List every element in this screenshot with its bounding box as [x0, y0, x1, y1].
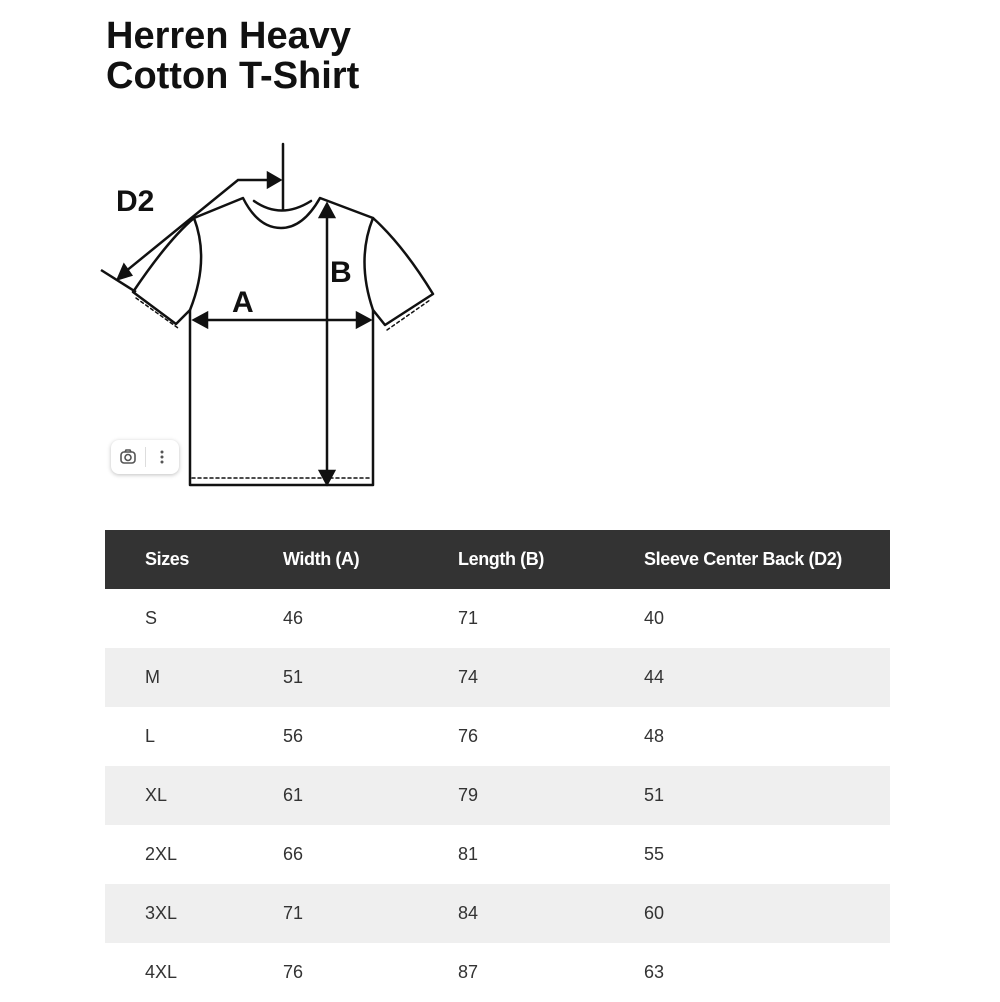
cell-length: 84	[458, 903, 479, 923]
table-row	[105, 943, 890, 1002]
cell-sleeve: 55	[644, 844, 665, 864]
cell-width: 76	[283, 962, 304, 982]
d2-arrowhead-right	[268, 173, 280, 187]
table-header	[105, 530, 890, 589]
cell-size: 2XL	[145, 844, 178, 864]
cell-length: 71	[458, 608, 479, 628]
cell-size: M	[145, 667, 160, 687]
cell-width: 71	[283, 903, 304, 923]
cell-size: L	[145, 726, 156, 746]
cell-size: XL	[145, 785, 168, 805]
b-arrowhead-bottom	[320, 471, 334, 484]
more-options-button[interactable]	[145, 440, 179, 474]
cell-length: 76	[458, 726, 479, 746]
table-row	[105, 825, 890, 884]
table-row	[105, 707, 890, 766]
title-line-1: Herren Heavy	[106, 15, 352, 57]
camera-icon	[119, 448, 137, 466]
table-row	[105, 766, 890, 825]
cell-sleeve: 60	[644, 903, 665, 923]
size-table	[105, 530, 890, 1002]
cell-size: 3XL	[145, 903, 178, 923]
cell-length: 81	[458, 844, 479, 864]
header-length: Length (B)	[458, 549, 544, 569]
cell-sleeve: 48	[644, 726, 665, 746]
cell-sleeve: 44	[644, 667, 665, 687]
label-a: A	[232, 286, 254, 319]
label-d2: D2	[116, 185, 155, 218]
header-sleeve: Sleeve Center Back (D2)	[644, 549, 842, 569]
b-arrowhead-top	[320, 204, 334, 217]
cell-length: 74	[458, 667, 479, 687]
cell-width: 56	[283, 726, 304, 746]
cell-sleeve: 51	[644, 785, 665, 805]
more-vertical-icon	[153, 448, 171, 466]
cell-length: 79	[458, 785, 479, 805]
label-b: B	[330, 256, 352, 289]
table-row	[105, 589, 890, 648]
cell-sleeve: 40	[644, 608, 665, 628]
cell-width: 66	[283, 844, 304, 864]
table-row	[105, 648, 890, 707]
table-row	[105, 884, 890, 943]
cell-sleeve: 63	[644, 962, 665, 982]
a-arrowhead-right	[357, 313, 370, 327]
cell-size: 4XL	[145, 962, 178, 982]
lens-button[interactable]	[111, 440, 145, 474]
page-title	[106, 16, 359, 96]
cell-width: 51	[283, 667, 304, 687]
image-toolbar	[111, 440, 179, 474]
a-arrowhead-left	[194, 313, 207, 327]
cell-width: 46	[283, 608, 304, 628]
cell-length: 87	[458, 962, 479, 982]
cell-width: 61	[283, 785, 304, 805]
header-width: Width (A)	[283, 549, 360, 569]
cell-size: S	[145, 608, 158, 628]
title-line-2: Cotton T-Shirt	[106, 55, 360, 97]
header-sizes: Sizes	[145, 549, 190, 569]
